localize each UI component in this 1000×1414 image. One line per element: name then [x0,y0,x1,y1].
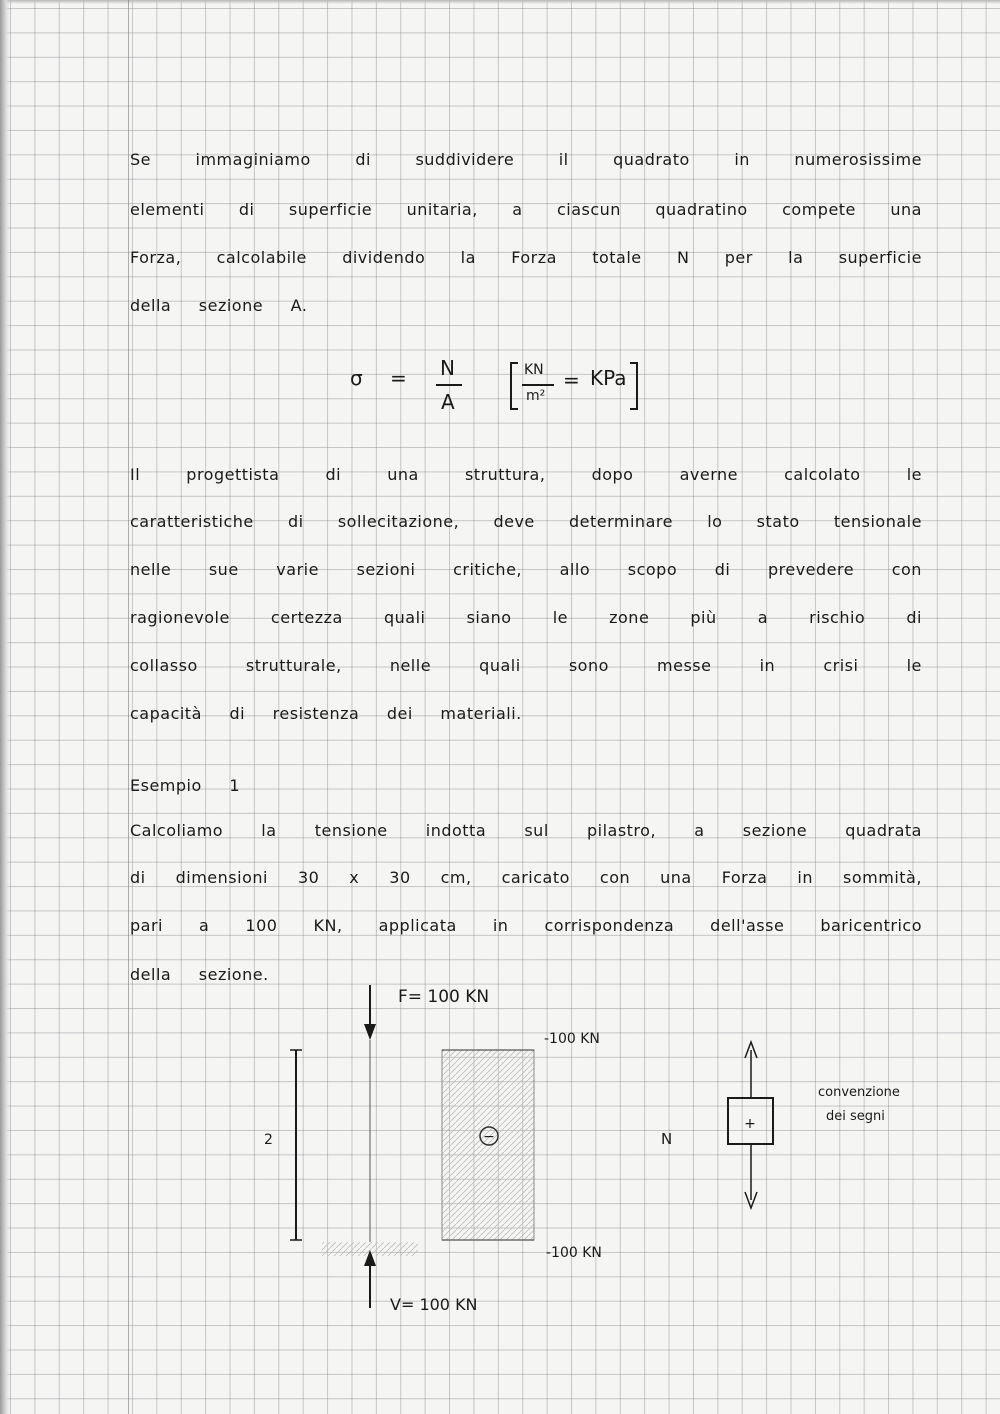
word: lo [707,512,723,531]
word: zone [609,608,650,627]
word: il [558,150,569,169]
word: allo [559,560,591,579]
word: corrispondenza [544,916,675,935]
word: pari [130,916,163,935]
convention-label-line1: convenzione [818,1085,900,1100]
word: sul [524,821,549,840]
formula-numerator: N [440,356,455,380]
word: baricentrico [820,916,922,935]
word: nelle [130,560,172,579]
word: caratteristiche [130,512,254,531]
word: sommità, [843,868,922,887]
word: più [690,608,717,627]
word: in [734,150,750,169]
word: di [355,150,371,169]
word: N [676,248,690,267]
formula-denominator: A [441,390,455,414]
word: siano [466,608,512,627]
formula-sigma: σ [350,366,363,390]
word: sue [208,560,239,579]
paragraph1-line4: della sezione A. [130,296,308,315]
word: in [759,656,776,675]
word: le [906,656,922,675]
word: con [891,560,922,579]
convention-plus-sign: + [744,1116,756,1132]
word: sezioni [356,560,416,579]
word: di [714,560,731,579]
word: Calcoliamo [130,821,224,840]
word: KN, [313,916,343,935]
word: dimensioni [175,868,268,887]
word: di [325,465,342,484]
word: in [492,916,509,935]
word: di [130,868,146,887]
dimension-label: 2 [264,1132,273,1148]
word: scopo [627,560,678,579]
word: una [890,200,922,219]
word: critiche, [453,560,522,579]
word: a [694,821,705,840]
force-top-arrow-head [364,1024,376,1040]
diagram-bottom-value: -100 KN [546,1245,602,1261]
word: quadratino [655,200,748,219]
word: caricato [501,868,570,887]
word: a [199,916,210,935]
word: compete [782,200,856,219]
word: unitaria, [406,200,478,219]
force-top-label: F= 100 KN [398,987,490,1007]
word: ragionevole [130,608,230,627]
word: le [906,465,922,484]
word: di [287,512,304,531]
word: quali [479,656,521,675]
word: quali [383,608,426,627]
word: pilastro, [586,821,657,840]
formula-equals: = [390,366,407,390]
word: struttura, [464,465,546,484]
word: x [349,868,360,887]
convention-label-line2: dei segni [826,1109,885,1124]
word: sono [568,656,609,675]
word: prevedere [767,560,855,579]
word: la [460,248,476,267]
word: sollecitazione, [337,512,460,531]
word: a [512,200,523,219]
word: dopo [591,465,634,484]
word: indotta [425,821,487,840]
word: superficie [288,200,373,219]
word: calcolabile [216,248,307,267]
formula-unit-equals: = [563,368,580,392]
word: averne [679,465,738,484]
word: rischio [809,608,866,627]
word: applicata [378,916,457,935]
word: una [387,465,419,484]
word: di [238,200,255,219]
word: immaginiamo [195,150,311,169]
word: Se [130,150,151,169]
formula-unit-denominator: m² [526,388,546,404]
word: sezione [742,821,808,840]
word: calcolato [784,465,861,484]
word: Forza [721,868,768,887]
word: deve [493,512,535,531]
word: stato [756,512,800,531]
word: la [261,821,277,840]
word: collasso [130,656,198,675]
word: elementi [130,200,205,219]
word: tensione [314,821,388,840]
formula-unit-numerator: KN [524,362,544,378]
word: Il [130,465,141,484]
word: in [797,868,814,887]
word: ciascun [556,200,621,219]
word: di [906,608,922,627]
word: una [660,868,692,887]
word: quadrata [845,821,922,840]
word: progettista [186,465,280,484]
word: Forza [511,248,557,267]
sign-in-diagram: − [483,1129,495,1145]
example-heading: Esempio 1 [130,776,241,795]
word: certezza [270,608,343,627]
word: numerosissime [794,150,922,169]
word: a [757,608,769,627]
word: cm, [440,868,472,887]
paragraph2-line6: capacità di resistenza dei materiali. [130,704,522,723]
formula-unit-result: KPa [590,366,627,390]
word: messe [657,656,712,675]
diagram-top-value: -100 KN [544,1031,600,1047]
word: dell'asse [710,916,785,935]
word: totale [592,248,642,267]
word: le [552,608,568,627]
word: determinare [568,512,673,531]
word: 30 [297,868,320,887]
word: suddividere [415,150,515,169]
word: dividendo [342,248,426,267]
word: la [788,248,804,267]
word: Forza, [130,248,182,267]
word: con [599,868,631,887]
force-bottom-label: V= 100 KN [390,1295,478,1314]
word: per [724,248,753,267]
word: tensionale [833,512,922,531]
word: quadrato [613,150,690,169]
word: 100 [245,916,278,935]
example-line4: della sezione. [130,965,269,984]
word: crisi [823,656,859,675]
word: 30 [389,868,411,887]
axis-label-n: N [661,1130,673,1148]
word: varie [276,560,319,579]
word: nelle [389,656,432,675]
word: superficie [838,248,922,267]
word: strutturale, [245,656,342,675]
